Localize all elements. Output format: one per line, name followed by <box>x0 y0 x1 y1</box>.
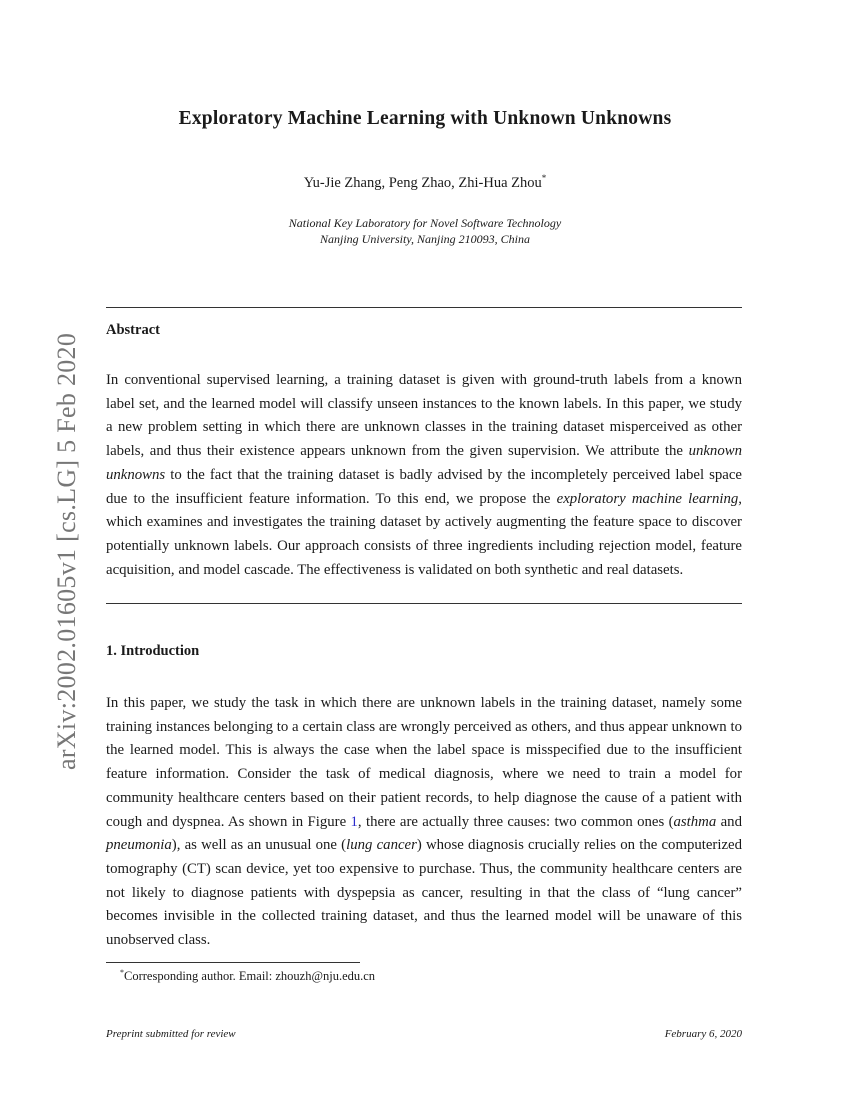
abstract-text <box>106 369 742 582</box>
abstract-heading: Abstract <box>106 322 160 338</box>
intro-part-5: ) whose diagnosis crucially relies on the computerized tomography (CT) scan device, yet too expensive to purchase. Thus, the community healthcare centers are not likely to diagnose patients with dyspepsia as cancer, resulting in that the class of “lung cancer” becomes invisible in the collected training dataset, and thus the learned model will be unaware of this unobserved class. <box>106 837 742 949</box>
footnote-rule <box>106 962 360 963</box>
paper-title: Exploratory Machine Learning with Unknown Unknowns <box>178 108 672 129</box>
intro-emphasis-pneumonia: pneumonia <box>106 837 172 854</box>
arxiv-identifier-stamp <box>22 300 81 780</box>
introduction-heading: 1. Introduction <box>106 643 200 659</box>
figure-reference-link[interactable]: 1 <box>350 813 358 830</box>
footnote <box>120 968 375 984</box>
author-names: Yu-Jie Zhang, Peng Zhao, Zhi-Hua Zhou <box>303 174 542 191</box>
abstract-emphasis-1: unknown unknowns <box>106 443 742 483</box>
footer-preprint-note: Preprint submitted for review <box>106 1028 236 1040</box>
author-list <box>0 173 850 192</box>
intro-part-4: ), as well as an unusual one ( <box>171 837 347 854</box>
abstract-part-3: , which examines and investigates the training dataset by actively augmenting the feature space to discover potentially unknown labels. Our approach consists of three ingredients including rejection model, feature acquisition, and model cascade. The effectiveness is validated on both synthetic and real datasets. <box>106 490 742 578</box>
affiliation-line-2: Nanjing University, Nanjing 210093, China <box>319 232 530 246</box>
abstract-part-1: In conventional supervised learning, a training dataset is given with ground-truth labels from a known label set, and the learned model will classify unseen instances to the known labels. In this paper, we study a new problem setting in which there are unknown classes in the training dataset misperceived as other labels, and thus their existence appears unknown from the given supervision. We attribute the <box>106 372 742 460</box>
corresponding-author-mark: * <box>541 173 547 183</box>
abstract-bottom-rule <box>106 603 742 604</box>
intro-emphasis-lung-cancer: lung cancer <box>346 837 417 854</box>
intro-part-2: , there are actually three causes: two common ones ( <box>357 813 674 830</box>
affiliation-line-1: National Key Laboratory for Novel Software Technology <box>288 216 562 230</box>
abstract-emphasis-2: exploratory machine learning <box>556 490 739 507</box>
intro-part-1: In this paper, we study the task in which there are unknown labels in the training dataset, namely some training instances belonging to a certain class are wrongly perceived as others, and thus appear unknown to the learned model. This is always the case when the label space is misspecified due to the insufficient feature information. Consider the task of medical diagnosis, where we need to train a model for community healthcare centers based on their patient records, to help diagnose the cause of a patient with cough and dyspnea. As shown in Figure <box>106 695 742 830</box>
arxiv-identifier-text: arXiv:2002.01605v1 [cs.LG] 5 Feb 2020 <box>52 332 81 770</box>
affiliation <box>0 215 850 247</box>
introduction-paragraph <box>106 692 742 953</box>
abstract-top-rule <box>106 307 742 308</box>
footnote-text: Corresponding author. Email: zhouzh@nju.edu.cn <box>124 969 376 984</box>
intro-part-3: and <box>716 813 742 830</box>
abstract-part-2: to the fact that the training dataset is badly advised by the incompletely perceived label space due to the insufficient feature information. To this end, we propose the <box>106 466 742 507</box>
footer-date: February 6, 2020 <box>664 1028 742 1040</box>
footnote-mark: * <box>120 968 124 977</box>
intro-emphasis-asthma: asthma <box>673 813 717 830</box>
